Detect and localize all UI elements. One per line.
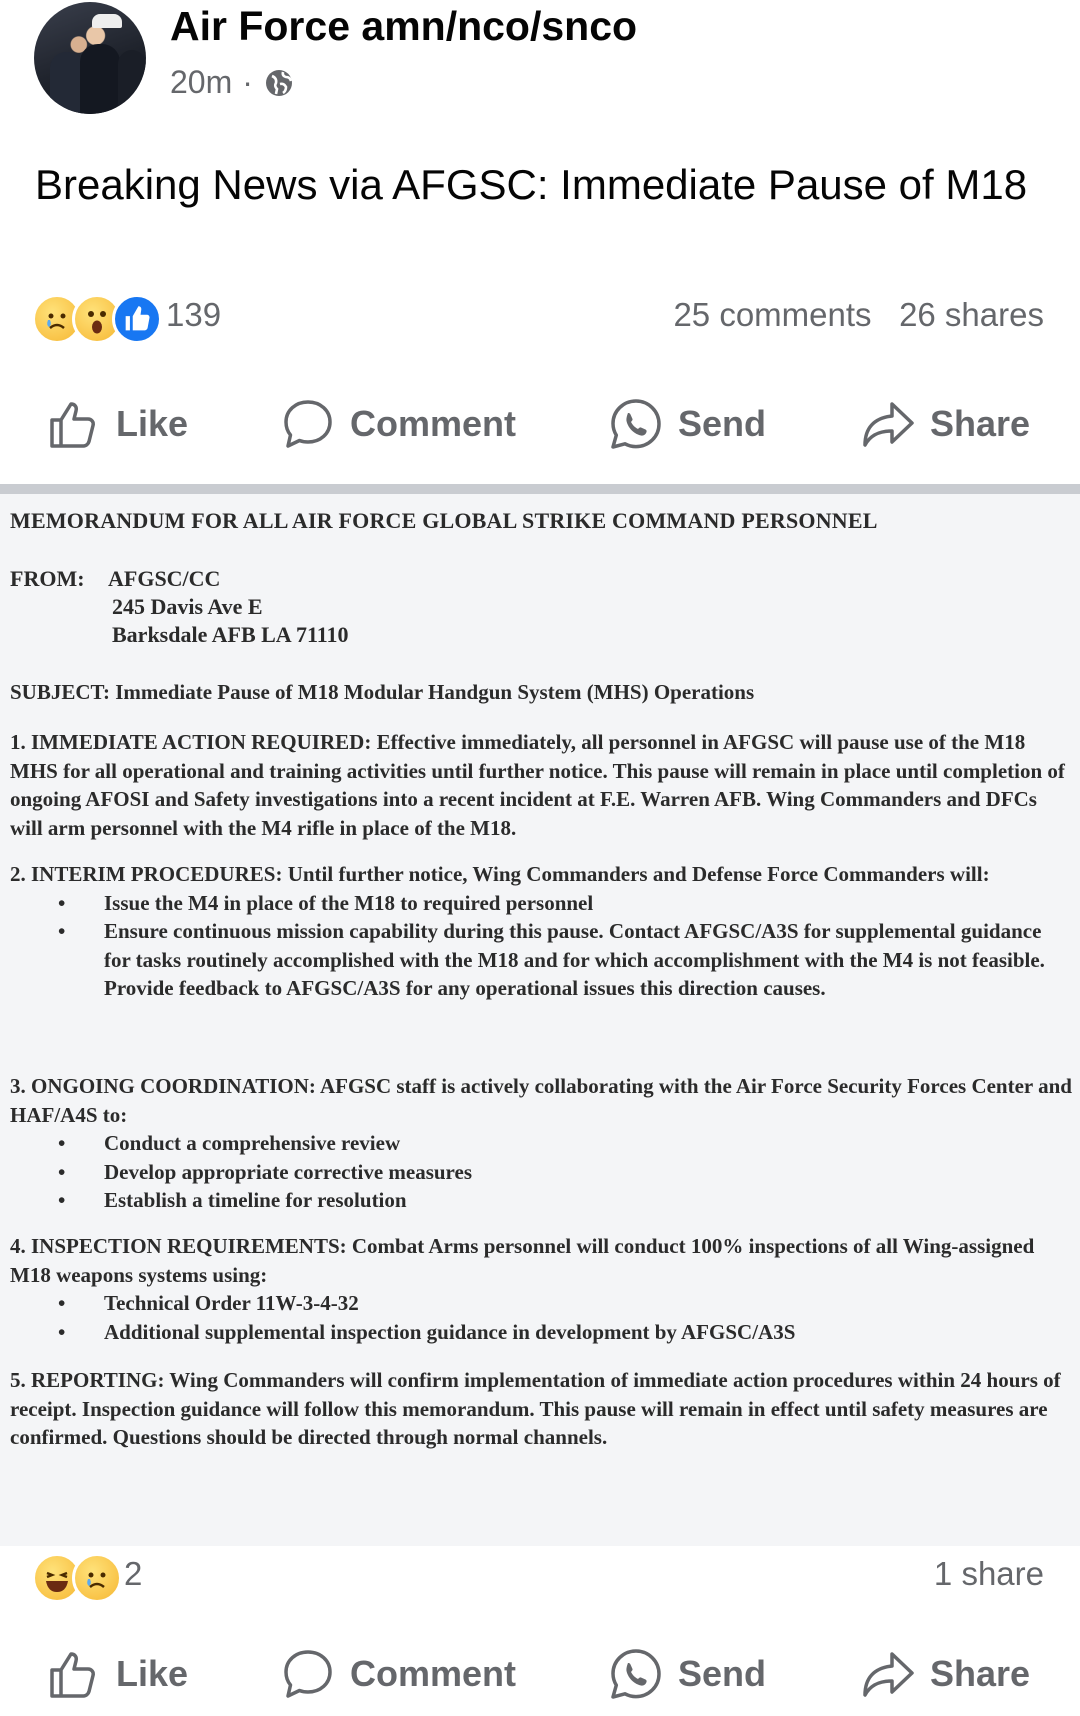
like-button[interactable] [46,389,188,459]
avatar-figure [50,52,84,114]
paragraph-body: Until further notice, Wing Commanders and Defense Force Commanders will: [282,862,990,886]
list-item: • Establish a timeline for resolution [92,1186,1072,1215]
like-label: Like [116,403,189,444]
memo-subject: SUBJECT: Immediate Pause of M18 Modular Handgun System (MHS) Operations [10,680,755,704]
send-label: Send [678,403,767,444]
comment-button[interactable] [280,389,516,459]
send-label: Send [678,1653,767,1694]
memo-paragraph-1 [10,728,1072,842]
globe-icon [263,67,295,99]
sad-reaction-icon [72,1553,122,1603]
comment-label: Comment [350,403,517,444]
memo-from-city: Barksdale AFB LA 71110 [112,622,349,647]
paragraph-heading: 5. REPORTING: [10,1368,165,1392]
paragraph-heading: 1. IMMEDIATE ACTION REQUIRED: [10,730,372,754]
paragraph-body: Combat Arms personnel will conduct 100% inspections of all Wing-assigned M18 weapons systems using: [10,1234,1035,1287]
paragraph-body: Wing Commanders will confirm implementation of immediate action procedures within 24 hours of receipt. Inspection guidance will follow this memorandum. This pause will remain in effect until safety measures are confirmed. Questions should be directed through normal channels. [10,1368,1061,1449]
post-meta [170,64,295,101]
photo-shares-count[interactable]: 1 share [933,1555,1044,1592]
group-avatar[interactable] [34,2,146,114]
memo-from-office: AFGSC/CC [108,566,221,591]
post-time[interactable]: 20m [170,64,233,100]
memo-paragraph-4 [10,1232,1072,1346]
like-label: Like [116,1653,189,1694]
thumbs-up-icon [46,396,102,452]
whatsapp-icon [608,396,664,452]
whatsapp-icon [608,1646,664,1702]
like-button[interactable] [46,1639,188,1709]
like-reaction-icon [112,294,162,344]
avatar-hat [92,14,122,28]
bullet-list [10,889,1072,1003]
list-item: • Issue the M4 in place of the M18 to required personnel [92,889,1072,918]
shares-count[interactable]: 26 shares [899,296,1044,333]
paragraph-heading: 4. INSPECTION REQUIREMENTS: [10,1234,347,1258]
paragraph-body: Effective immediately, all personnel in AFGSC will pause use of the M18 MHS for all operational and training activities until further notice. This pause will remain in place until completion of ongoing AFOSI and Safety investigations into a recent incident at F.E. Warren AFB. Wing Commanders and DFCs will arm personnel with the M4 rifle in place of the M18. [10,730,1065,840]
memorandum-photo[interactable] [0,494,1080,1546]
post-reaction-summary[interactable] [32,294,1044,340]
post-action-bar [0,389,1080,459]
avatar-figure [118,50,146,114]
share-arrow-icon [860,396,916,452]
post-text: Breaking News via AFGSC: Immediate Pause of M18 [35,161,1028,208]
memo-addressee: MEMORANDUM FOR ALL AIR FORCE GLOBAL STRIKE COMMAND PERSONNEL [10,508,878,533]
comment-bubble-icon [280,396,336,452]
memo-from-label: FROM: [10,566,85,591]
memo-paragraph-3 [10,1072,1072,1215]
thumbs-up-icon [46,1646,102,1702]
group-name[interactable]: Air Force amn/nco/snco [170,3,638,49]
meta-separator: · [242,64,253,100]
list-item: • Technical Order 11W-3-4-32 [92,1289,1072,1318]
share-label: Share [930,403,1031,444]
bullet-list [10,1289,1072,1346]
memo-from-street: 245 Davis Ave E [112,594,263,619]
paragraph-heading: 3. ONGOING COORDINATION: [10,1074,316,1098]
section-divider [0,484,1080,494]
send-button[interactable] [608,389,766,459]
paragraph-body: AFGSC staff is actively collaborating with the Air Force Security Forces Center and HAF/A4S to: [10,1074,1072,1127]
photo-action-bar [0,1639,1080,1709]
list-item: • Additional supplemental inspection guidance in development by AFGSC/A3S [92,1318,1072,1347]
share-button[interactable] [860,1639,1030,1709]
comment-bubble-icon [280,1646,336,1702]
reaction-count: 139 [166,296,222,333]
avatar-figure [80,44,120,114]
comment-label: Comment [350,1653,517,1694]
memo-paragraph-5 [10,1366,1072,1452]
share-label: Share [930,1653,1031,1694]
comment-button[interactable] [280,1639,516,1709]
list-item: • Develop appropriate corrective measures [92,1158,1072,1187]
paragraph-heading: 2. INTERIM PROCEDURES: [10,862,283,886]
list-item: • Ensure continuous mission capability during this pause. Contact AFGSC/A3S for supplemental guidance for tasks routinely accomplished with the M18 and for which accomplishment with the M4 is not feasible. Provide feedback to AFGSC/A3S for any operational issues this direction causes. [92,917,1072,1003]
bullet-list [10,1129,1072,1215]
post-engagement-stats [673,296,1044,334]
share-arrow-icon [860,1646,916,1702]
memo-paragraph-2 [10,860,1072,1003]
photo-reaction-count: 2 [124,1555,143,1592]
share-button[interactable] [860,389,1030,459]
list-item: • Conduct a comprehensive review [92,1129,1072,1158]
send-button[interactable] [608,1639,766,1709]
comments-count[interactable]: 25 comments [673,296,872,333]
photo-reaction-summary[interactable] [32,1553,1044,1599]
